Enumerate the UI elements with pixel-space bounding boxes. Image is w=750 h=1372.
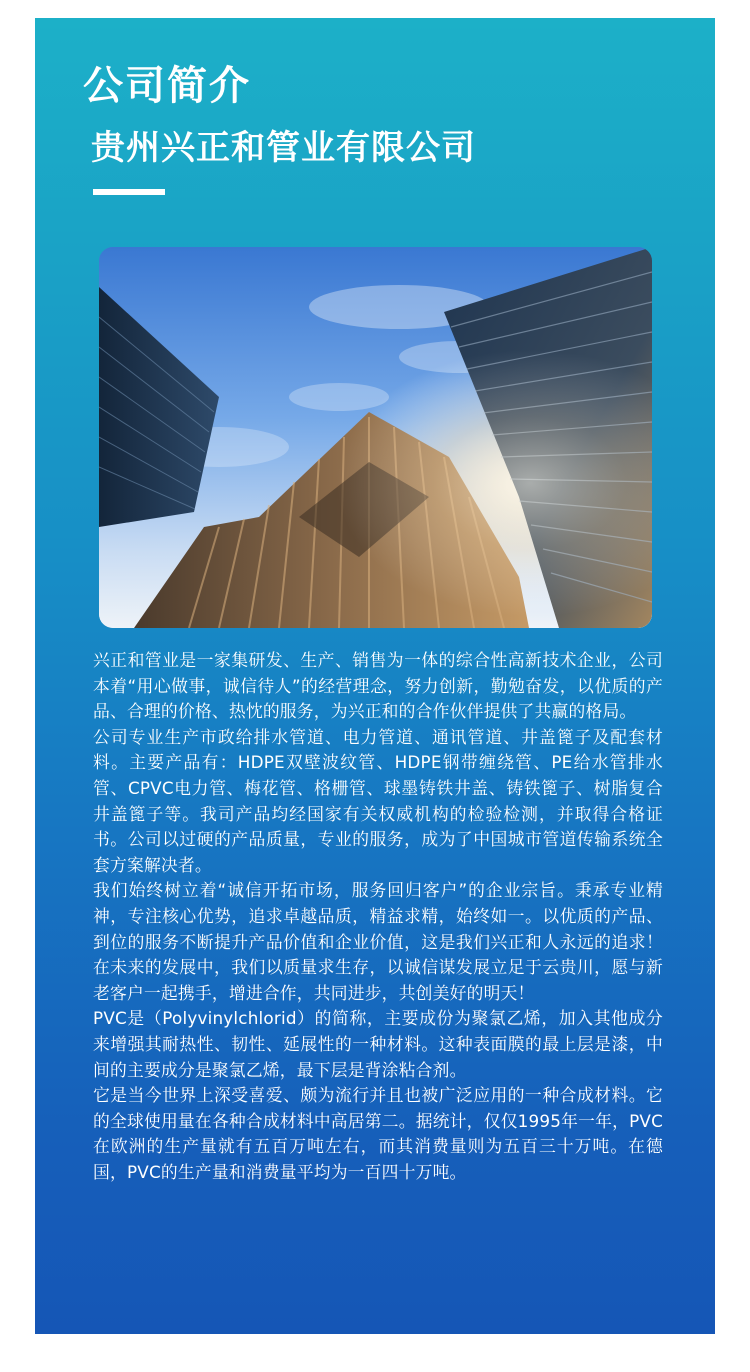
- title-underline: [93, 189, 165, 195]
- skyscrapers-photo: [99, 247, 652, 628]
- company-description: [93, 648, 663, 1185]
- page-title: 公司简介: [83, 63, 251, 109]
- paragraph-pvc-definition: PVC是（Polyvinylchlorid）的简称，主要成份为聚氯乙烯，加入其他成分来增强其耐热性、韧性、延展性的一种材料。这种表面膜的最上层是漆，中间的主要成分是聚氯乙烯，最下层是背涂粘合剂。: [93, 1008, 663, 1080]
- paragraph-products: 公司专业生产市政给排水管道、电力管道、通讯管道、井盖篦子及配套材料。主要产品有：HDPE双壁波纹管、HDPE钢带缠绕管、PE给水管排水管、CPVC电力管、梅花管、格栅管、球墨铸铁井盖、铸铁篦子、树脂复合井盖篦子等。我司产品均经国家有关权威机构的检验检测，并取得合格证书。公司以过硬的产品质量，专业的服务，成为了中国城市管道传输系统全套方案解决者。: [93, 726, 663, 875]
- company-name: 贵州兴正和管业有限公司: [91, 128, 476, 168]
- paragraph-pvc-statistics: 它是当今世界上深受喜爱、颇为流行并且也被广泛应用的一种合成材料。它的全球使用量在各种合成材料中高居第二。据统计，仅仅1995年一年，PVC在欧洲的生产量就有五百万吨左右，而其消费量则为五百三十万吨。在德国，PVC的生产量和消费量平均为一百四十万吨。: [93, 1085, 663, 1182]
- paragraph-intro: 兴正和管业是一家集研发、生产、销售为一体的综合性高新技术企业，公司本着“用心做事，诚信待人”的经营理念，努力创新，勤勉奋发，以优质的产品、合理的价格、热忱的服务，为兴正和的合作伙伴提供了共赢的格局。: [93, 650, 663, 722]
- paragraph-mission: 我们始终树立着“诚信开拓市场，服务回归客户”的企业宗旨。秉承专业精神，专注核心优势，追求卓越品质，精益求精，始终如一。以优质的产品、到位的服务不断提升产品价值和企业价值，这是我们兴正和人永远的追求！在未来的发展中，我们以质量求生存，以诚信谋发展立足于云贵川，愿与新老客户一起携手，增进合作，共同进步，共创美好的明天！: [93, 880, 663, 1003]
- intro-card: [35, 18, 715, 1334]
